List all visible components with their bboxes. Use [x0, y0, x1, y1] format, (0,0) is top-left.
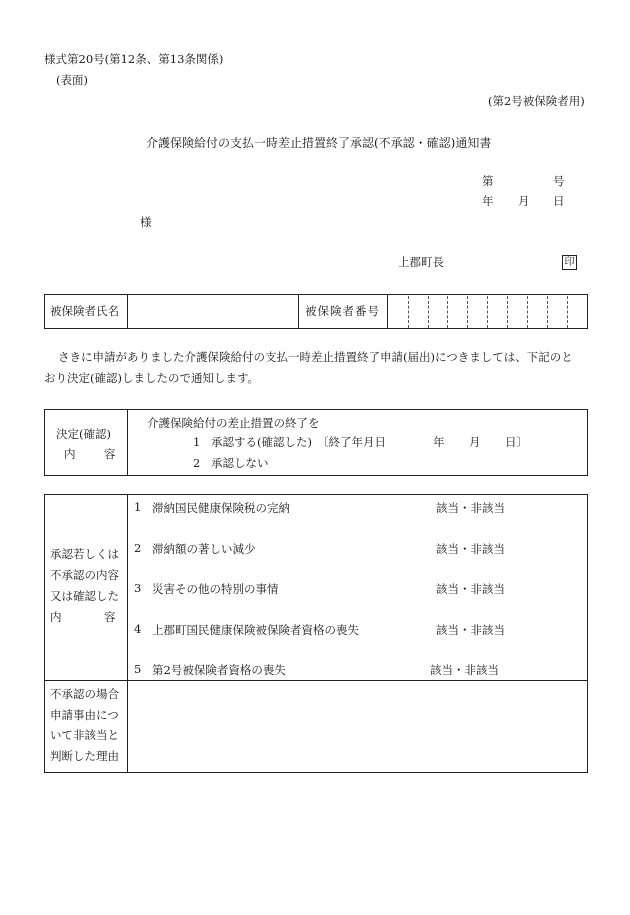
notice-text-line1: さきに申請がありました介護保険給付の支払一時差止措置終了申請(届出)につきましては、下記のと: [58, 350, 573, 364]
date-day: 日: [553, 194, 565, 208]
decision-label-line1: 決定(確認): [56, 427, 111, 441]
item-number: 2: [134, 541, 142, 555]
option1-number: 1: [193, 435, 201, 449]
end-date-day: 日〕: [505, 435, 528, 449]
item-status: 該当・非該当: [430, 663, 499, 677]
reasons-label-line1: 承認若しくは: [50, 547, 119, 561]
item-text: 滞納額の著しい減少: [152, 542, 256, 556]
issuer-name: 上郡町長: [398, 255, 444, 269]
digit-separator: [547, 296, 548, 328]
item-number: 1: [134, 500, 142, 514]
reasons-label-line4b: 容: [104, 610, 116, 624]
end-date-year: 年: [433, 435, 445, 449]
option1-text: 承認する(確認した): [211, 435, 312, 449]
item-text: 第2号被保険者資格の喪失: [152, 663, 286, 677]
rejection-label-line4: 判断した理由: [50, 749, 119, 763]
date-month: 月: [518, 194, 530, 208]
item-status: 該当・非該当: [436, 501, 505, 515]
form-number: 様式第20号(第12条、第13条関係): [44, 52, 224, 66]
rejection-reason-field: [128, 682, 586, 771]
reasons-label-line3: 又は確認した: [50, 589, 119, 603]
item-status: 該当・非該当: [436, 542, 505, 556]
addressee-honorific: 様: [140, 215, 152, 229]
end-date-month: 月: [469, 435, 481, 449]
reasons-label-line4a: 内: [50, 610, 62, 624]
doc-number-suffix: 号: [553, 174, 565, 188]
page-title: 介護保険給付の支払一時差止措置終了承認(不承認・確認)通知書: [146, 136, 492, 150]
item-text: 上郡町国民健康保険被保険者資格の喪失: [152, 623, 359, 637]
reasons-label-line2: 不承認の内容: [50, 568, 119, 582]
item-status: 該当・非該当: [436, 582, 505, 596]
option2-number: 2: [193, 456, 201, 470]
digit-separator: [408, 296, 409, 328]
rejection-label-line2: 申請事由につ: [50, 708, 119, 722]
divider: [44, 680, 588, 681]
item-status: 該当・非該当: [436, 623, 505, 637]
divider: [387, 294, 388, 329]
notice-text-line2: おり決定(確認)しましたので通知します。: [44, 371, 260, 385]
insured-name-field: [128, 296, 296, 327]
divider: [127, 409, 128, 476]
seal-mark: 印: [562, 255, 577, 270]
digit-separator: [467, 296, 468, 328]
date-year: 年: [482, 194, 494, 208]
digit-separator: [527, 296, 528, 328]
item-text: 災害その他の特別の事情: [152, 582, 279, 596]
item-text: 滞納国民健康保険税の完納: [152, 501, 290, 515]
divider: [298, 294, 299, 329]
rejection-label-line1: 不承認の場合: [50, 687, 119, 701]
decision-label-line2a: 内: [64, 447, 76, 461]
digit-separator: [428, 296, 429, 328]
item-number: 5: [134, 662, 142, 676]
form-category: (第2号被保険者用): [488, 94, 585, 108]
option2-text: 承認しない: [211, 456, 269, 470]
item-number: 3: [134, 581, 142, 595]
digit-separator: [487, 296, 488, 328]
digit-separator: [447, 296, 448, 328]
doc-number-prefix: 第: [482, 174, 494, 188]
decision-intro: 介護保険給付の差止措置の終了を: [147, 416, 320, 430]
digit-separator: [567, 296, 568, 328]
insured-number-label: 被保険者番号: [305, 304, 380, 318]
form-side: (表面): [56, 73, 88, 87]
insured-name-label: 被保険者氏名: [50, 304, 119, 318]
decision-label-line2b: 容: [104, 447, 116, 461]
rejection-label-line3: いて非該当と: [50, 728, 119, 742]
end-date-label: 〔終了年月日: [317, 435, 386, 449]
item-number: 4: [134, 622, 142, 636]
digit-separator: [507, 296, 508, 328]
